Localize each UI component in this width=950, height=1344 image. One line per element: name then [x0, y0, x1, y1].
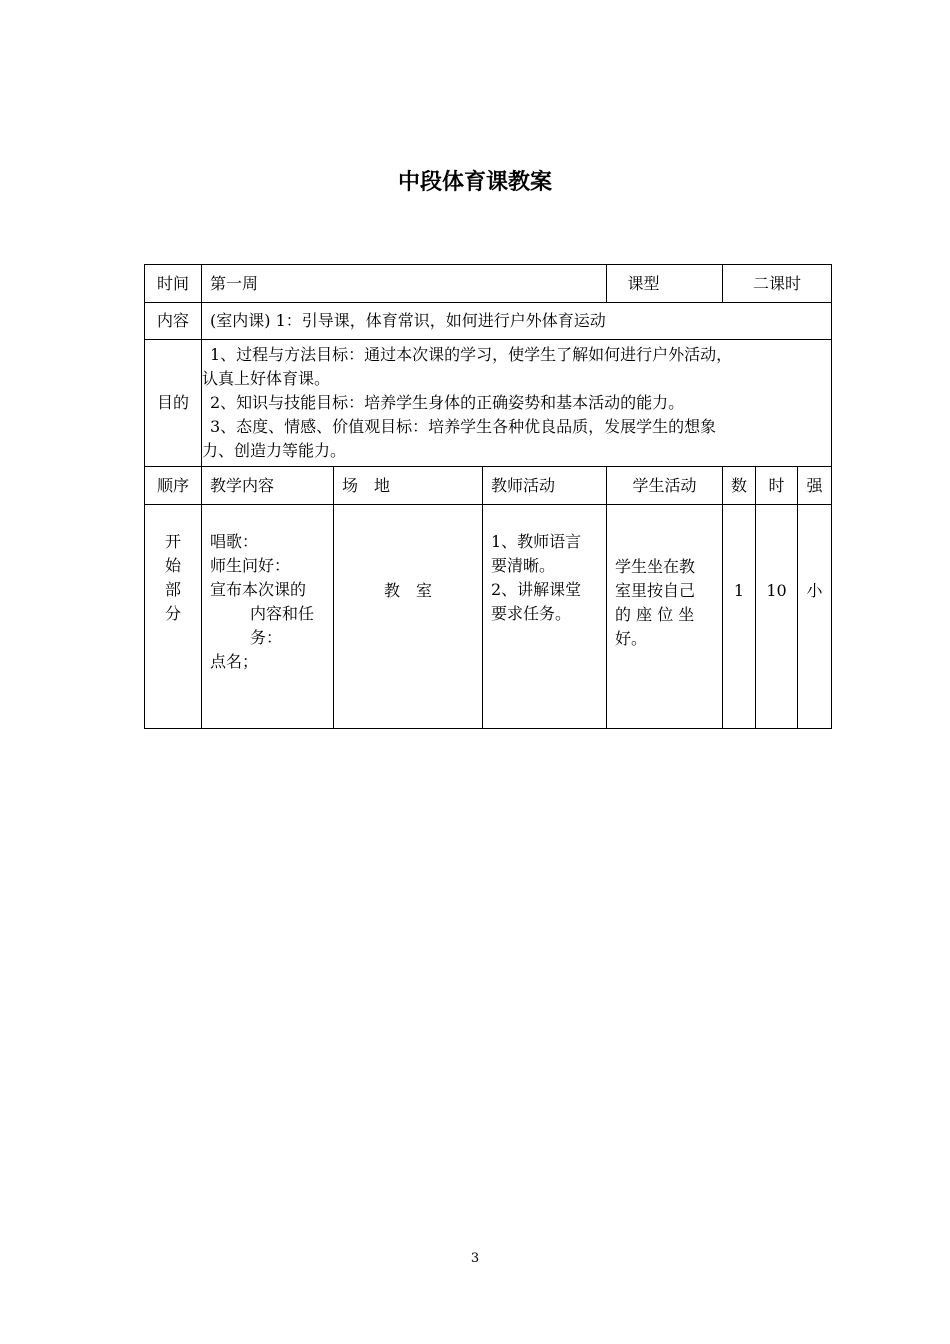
section-label	[145, 505, 202, 729]
student-line: 好。	[615, 629, 648, 648]
content-line: 内容和任	[250, 604, 315, 623]
col-student-activity: 学生活动	[607, 467, 723, 505]
col-intensity: 强	[798, 467, 832, 505]
teacher-line: 2、讲解课堂	[491, 580, 582, 599]
student-line: 的 座 位 坐	[615, 605, 695, 624]
teacher-line: 要求任务。	[491, 604, 572, 623]
teacher-line: 要清晰。	[491, 556, 556, 575]
purpose-line-4: 3、态度、情感、价值观目标：培养学生各种优良品质，发展学生的想象	[210, 417, 717, 436]
student-line: 室里按自己	[615, 581, 696, 600]
page-number: 3	[470, 1251, 480, 1266]
teacher-activity-cell	[483, 505, 607, 729]
col-time: 时	[756, 467, 798, 505]
col-order: 顺序	[145, 467, 202, 505]
content-line: 点名；	[210, 652, 259, 671]
content-line: 唱歌：	[210, 532, 259, 551]
purpose-label: 目的	[145, 340, 202, 467]
content-row	[145, 303, 832, 340]
lesson-plan-table	[144, 264, 832, 729]
time-row	[145, 265, 832, 303]
purpose-line-3: 2、知识与技能目标：培养学生身体的正确姿势和基本活动的能力。	[210, 393, 685, 412]
purpose-line-2: 认真上好体育课。	[202, 369, 331, 388]
content-label: 内容	[145, 303, 202, 340]
time-label: 时间	[145, 265, 202, 303]
time-value: 第一周	[202, 265, 607, 303]
purpose-text	[202, 340, 832, 467]
content-line: 宣布本次课的	[210, 580, 307, 599]
student-activity-cell	[607, 505, 723, 729]
purpose-line-1: 1、过程与方法目标：通过本次课的学习，使学生了解如何进行户外活动，	[210, 345, 733, 364]
intensity-cell: 小	[798, 505, 832, 729]
content-line: 师生问好：	[210, 556, 291, 575]
col-teaching-content: 教学内容	[202, 467, 334, 505]
content-line: 务：	[250, 628, 283, 647]
teaching-content-cell	[202, 505, 334, 729]
table-row	[145, 505, 832, 729]
time-cell: 10	[756, 505, 798, 729]
col-venue: 场 地	[334, 467, 483, 505]
purpose-row	[145, 340, 832, 467]
section-char: 分	[164, 604, 181, 623]
teacher-line: 1、教师语言	[491, 532, 582, 551]
document-title: 中段体育课教案	[397, 170, 552, 195]
col-teacher-activity: 教师活动	[483, 467, 607, 505]
section-char: 部	[164, 580, 181, 599]
count-cell: 1	[723, 505, 756, 729]
venue-cell: 教 室	[334, 505, 483, 729]
student-line: 学生坐在教	[615, 557, 696, 576]
section-char: 开	[164, 532, 181, 551]
column-header-row	[145, 467, 832, 505]
purpose-line-5: 力、创造力等能力。	[202, 441, 347, 460]
section-char: 始	[164, 556, 181, 575]
type-label: 课型	[607, 265, 723, 303]
col-count: 数	[723, 467, 756, 505]
type-value: 二课时	[723, 265, 832, 303]
content-value: (室内课) 1：引导课，体育常识，如何进行户外体育运动	[202, 303, 832, 340]
